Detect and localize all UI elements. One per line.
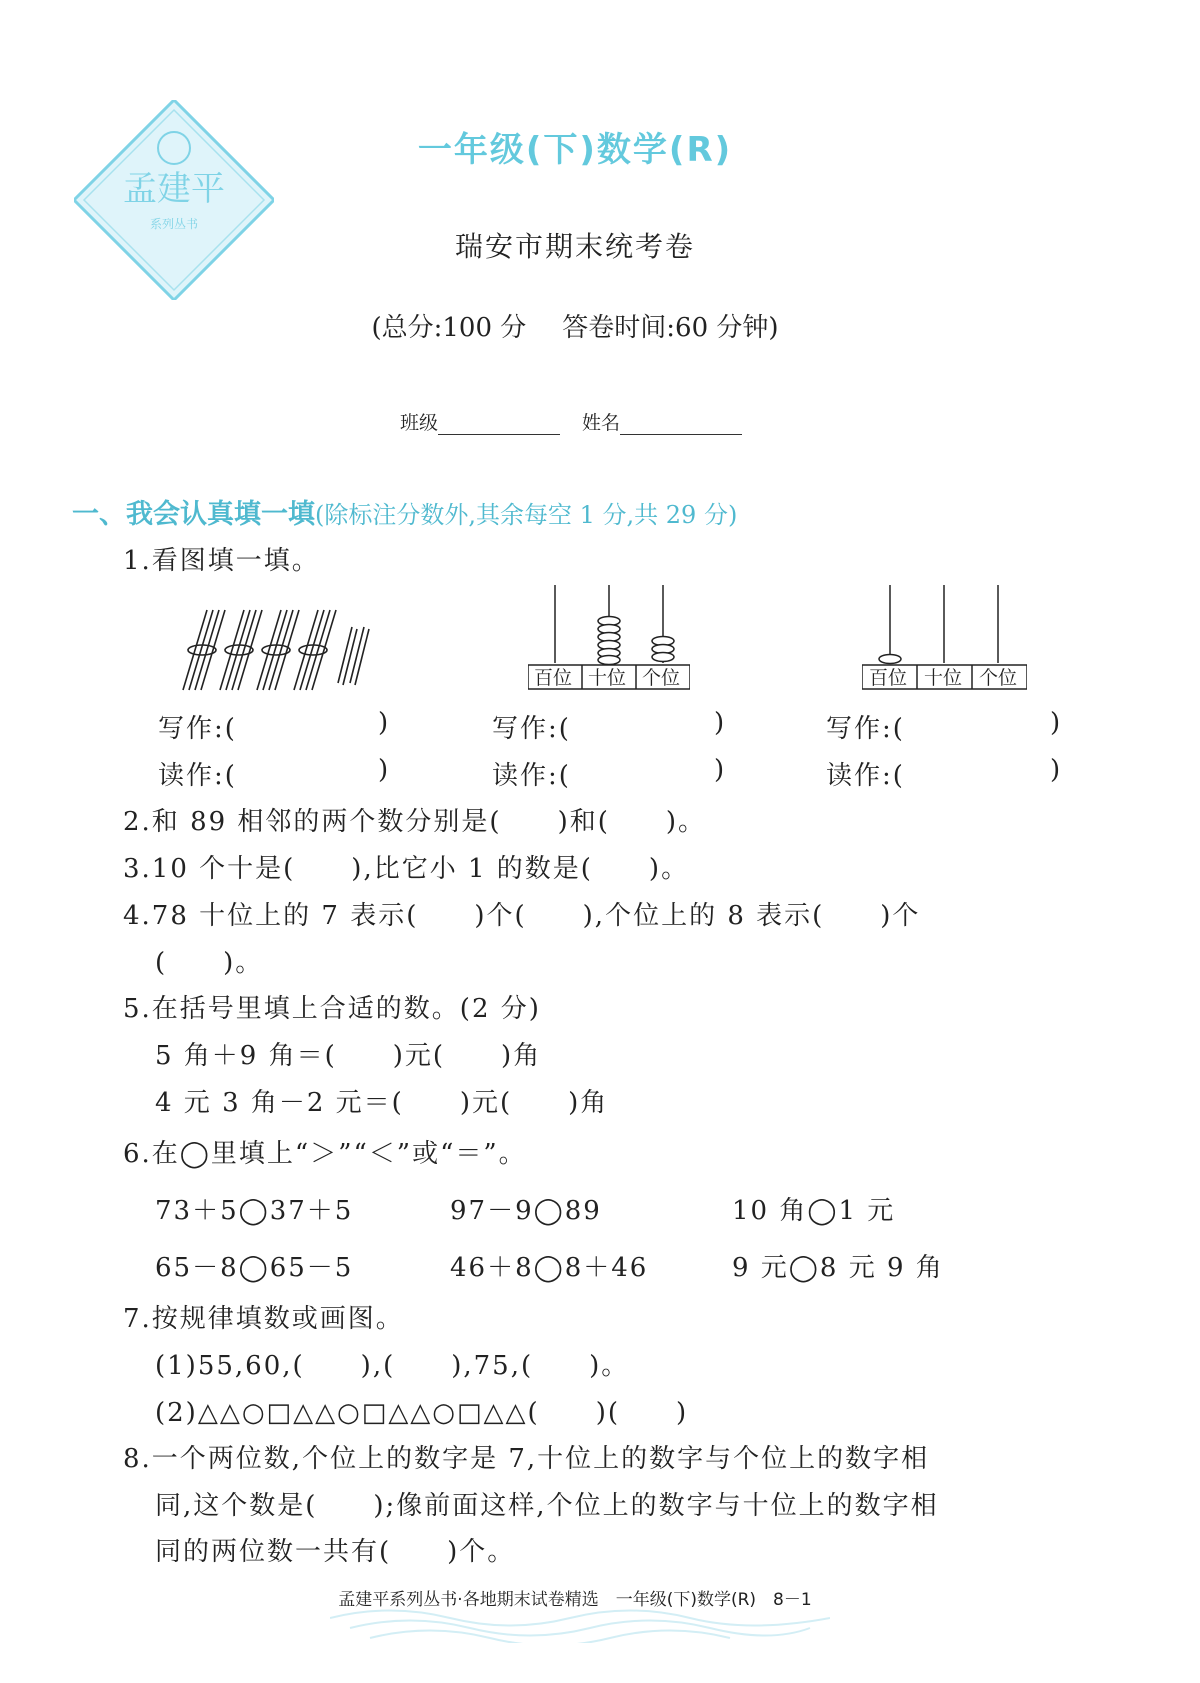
- question-7: 7.按规律填数或画图。: [123, 1304, 404, 1334]
- q6-item-6: 9 元◯8 元 9 角: [732, 1253, 944, 1283]
- section-heading: [72, 492, 737, 531]
- abacus-1-tens-label: 十位: [588, 667, 627, 689]
- class-label: 班级: [400, 412, 439, 434]
- abacus-2: [862, 585, 1027, 694]
- abacus-2-ones-label: 个位: [979, 667, 1018, 689]
- question-4-line-2: ( )。: [155, 948, 264, 978]
- question-5a: 5 角＋9 角＝( )元( )角: [155, 1041, 542, 1071]
- stick-bundles-picture: [170, 605, 380, 699]
- q1-read-1: 读作:(: [158, 761, 237, 791]
- q1-write-3: 写作:(: [826, 714, 905, 744]
- student-info-row: [400, 408, 764, 435]
- q1-read-1-close: ): [378, 755, 391, 785]
- q1-write-1-close: ): [378, 708, 391, 738]
- question-5: 5.在括号里填上合适的数。(2 分): [123, 994, 541, 1024]
- document-title: 一年级(下)数学(R): [417, 130, 733, 170]
- q1-write-2: 写作:(: [492, 714, 571, 744]
- logo-name: 孟建平: [123, 169, 225, 209]
- question-8-line-3: 同的两位数一共有( )个。: [155, 1537, 516, 1567]
- question-8-line-1: 8.一个两位数,个位上的数字是 7,十位上的数字与个位上的数字相: [123, 1444, 930, 1474]
- page-footer: 孟建平系列丛书·各地期末试卷精选 一年级(下)数学(R) 8－1: [338, 1590, 812, 1610]
- question-8-line-2: 同,这个数是( );像前面这样,个位上的数字与十位上的数字相: [155, 1491, 939, 1521]
- q6-item-2: 97－9◯89: [450, 1196, 602, 1226]
- question-7b: (2)△△○□△△○□△△○□△△( )( ): [155, 1398, 689, 1428]
- question-6: 6.在◯里填上“＞”“＜”或“＝”。: [123, 1139, 527, 1169]
- question-7a: (1)55,60,( ),( ),75,( )。: [155, 1351, 630, 1381]
- exam-meta: [0, 307, 1150, 344]
- name-field[interactable]: [620, 414, 742, 435]
- q1-write-1: 写作:(: [158, 714, 237, 744]
- q1-read-2: 读作:(: [492, 761, 571, 791]
- abacus-2-hundreds-label: 百位: [869, 667, 908, 689]
- question-3: 3.10 个十是( ),比它小 1 的数是( )。: [123, 854, 690, 884]
- abacus-2-tens-label: 十位: [924, 667, 963, 689]
- section-note: (除标注分数外,其余每空 1 分,共 29 分): [315, 501, 738, 529]
- exam-subtitle: 瑞安市期末统考卷: [454, 230, 695, 263]
- name-label: 姓名: [582, 412, 621, 434]
- abacus-1-ones-label: 个位: [642, 667, 681, 689]
- question-1: 1.看图填一填。: [123, 546, 320, 576]
- q6-item-4: 65－8◯65－5: [155, 1253, 354, 1283]
- q1-read-3-close: ): [1050, 755, 1063, 785]
- question-2: 2.和 89 相邻的两个数分别是( )和( )。: [123, 807, 706, 837]
- q6-item-5: 46＋8◯8＋46: [450, 1253, 649, 1283]
- q6-item-1: 73＋5◯37＋5: [155, 1196, 354, 1226]
- class-field[interactable]: [438, 414, 560, 435]
- total-score: (总分:100 分: [371, 313, 527, 343]
- abacus-1-hundreds-label: 百位: [534, 667, 573, 689]
- q1-read-2-close: ): [714, 755, 727, 785]
- section-title: 一、我会认真填一填: [72, 499, 315, 530]
- q1-write-3-close: ): [1050, 708, 1063, 738]
- abacus-1: [528, 585, 690, 694]
- q1-write-2-close: ): [714, 708, 727, 738]
- time-limit: 答卷时间:60 分钟): [562, 313, 779, 343]
- logo-sub: 系列丛书: [149, 217, 199, 231]
- question-4-line-1: 4.78 十位上的 7 表示( )个( ),个位上的 8 表示( )个: [123, 901, 921, 931]
- q1-read-3: 读作:(: [826, 761, 905, 791]
- question-5b: 4 元 3 角－2 元＝( )元( )角: [155, 1088, 609, 1118]
- q6-item-3: 10 角◯1 元: [732, 1196, 896, 1226]
